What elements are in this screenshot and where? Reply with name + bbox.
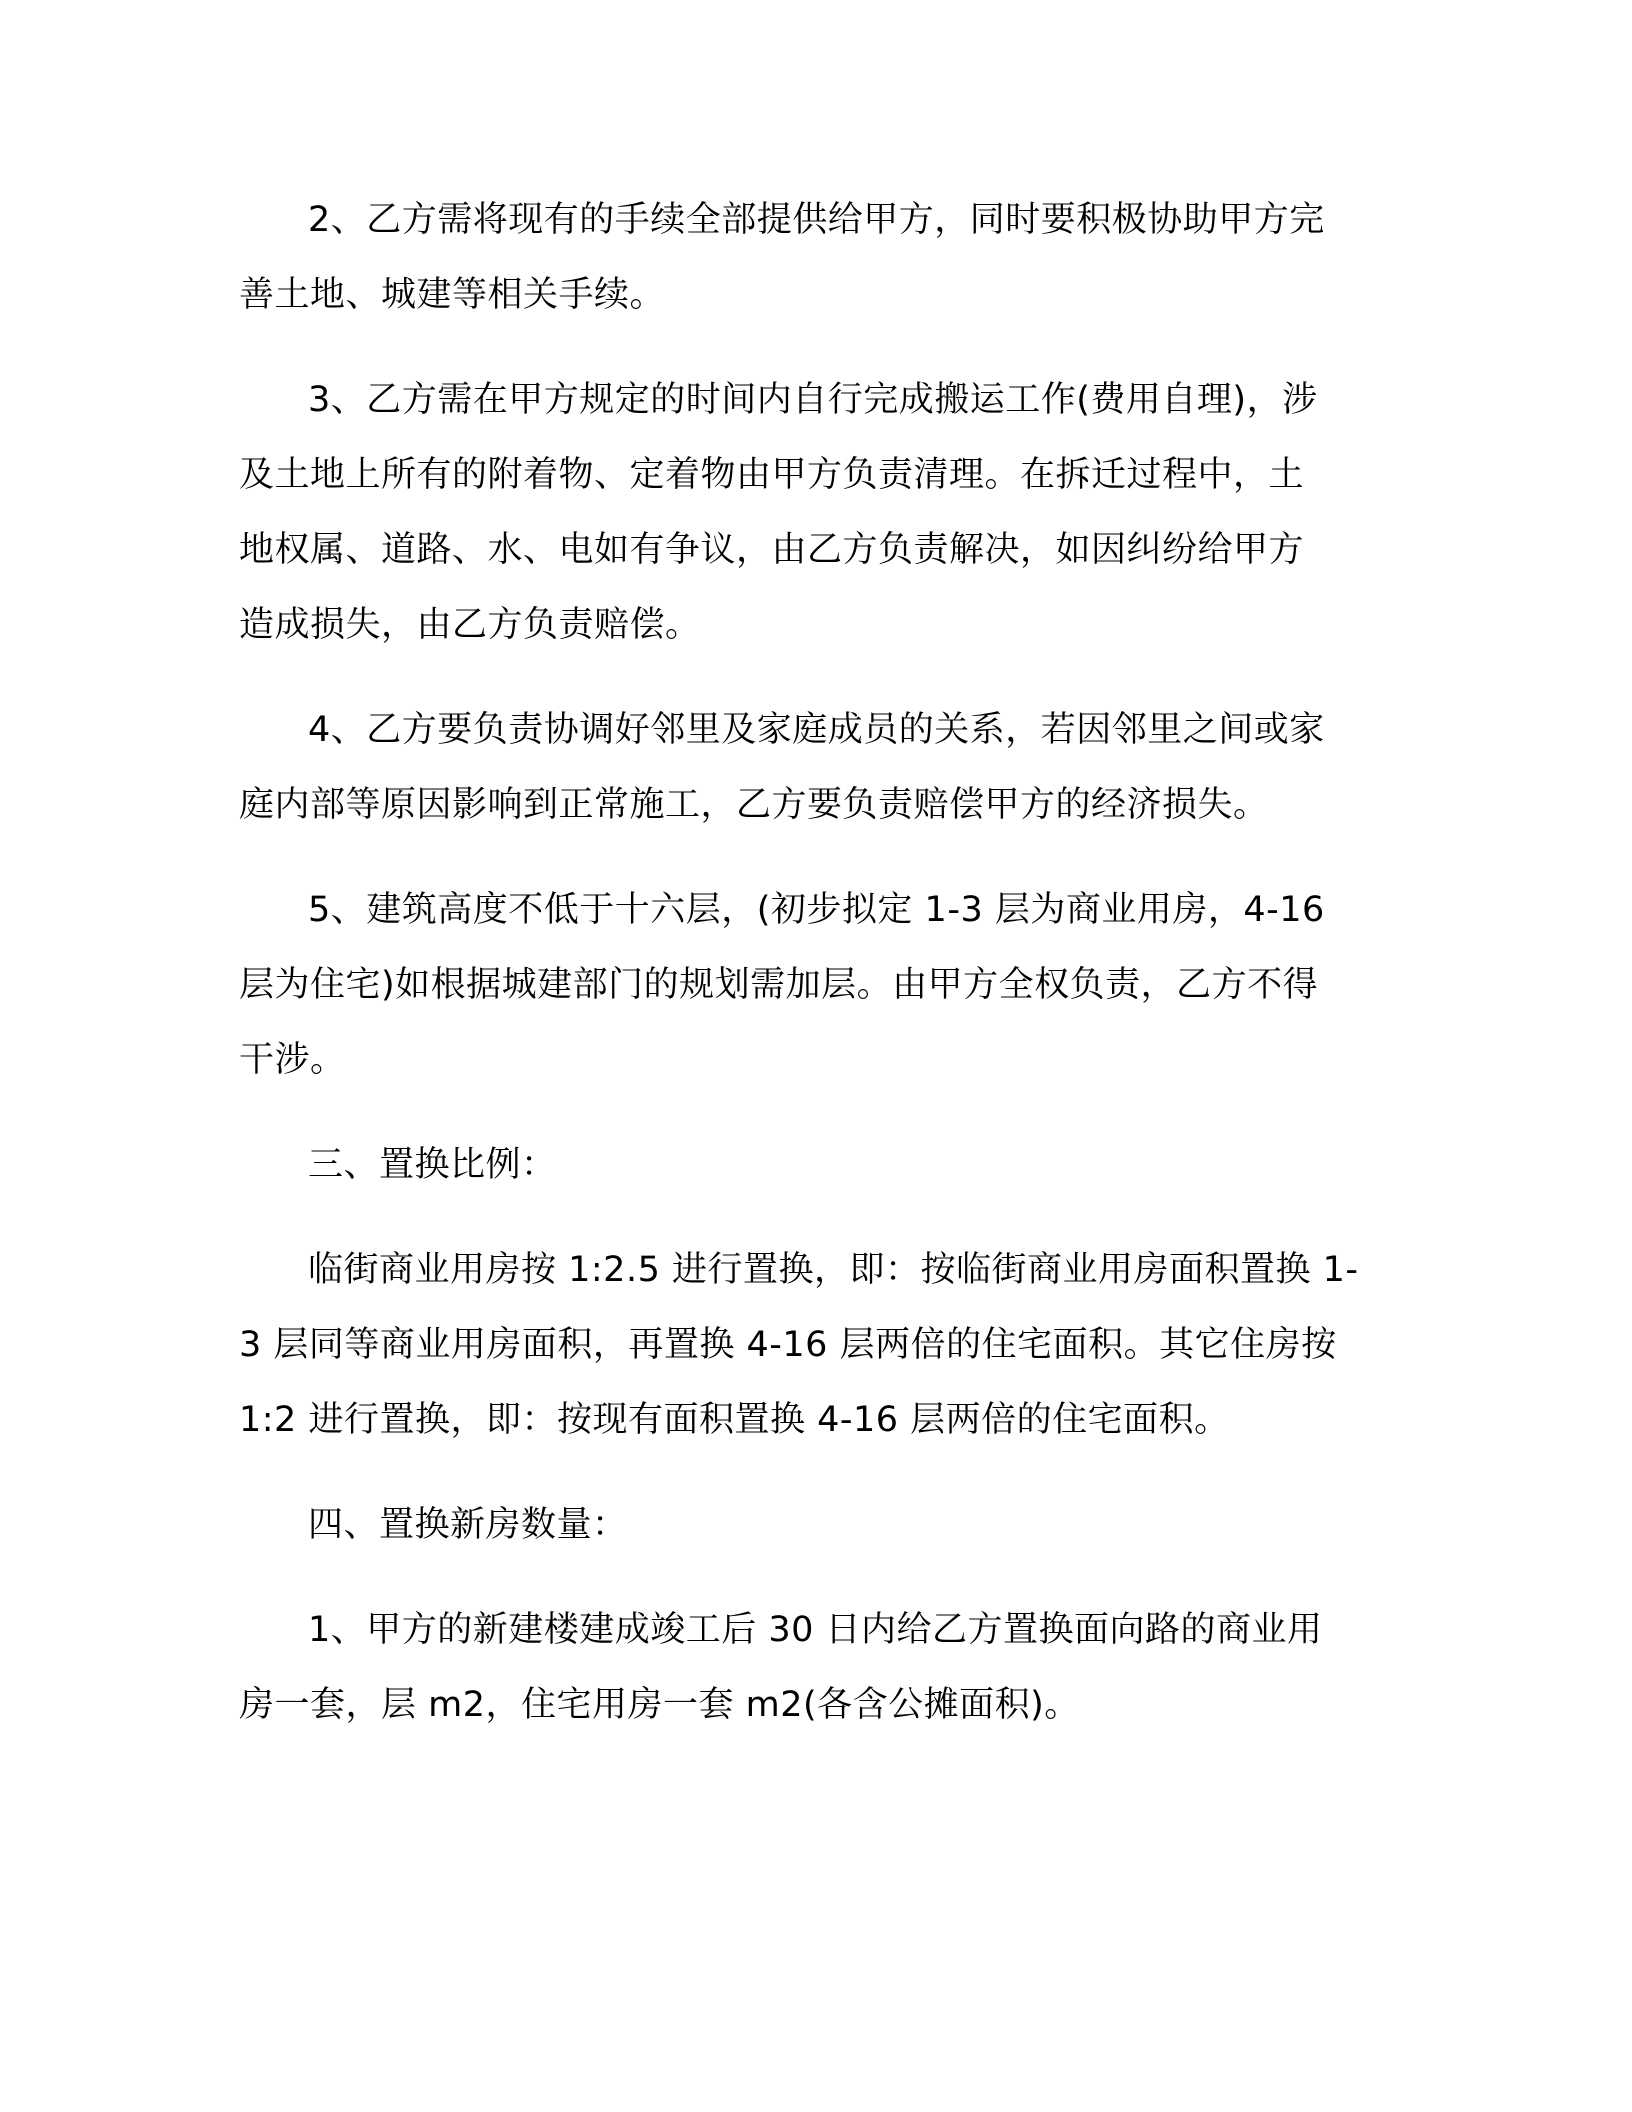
section-4-heading: 四、置换新房数量： [308,1505,628,1545]
clause-3-line-4: 造成损失，由乙方负责赔偿。 [239,605,701,645]
clause-3-line-3: 地权属、道路、水、电如有争议，由乙方负责解决，如因纠纷给甲方 [239,530,1305,570]
clause-3-line-1: 3、乙方需在甲方规定的时间内自行完成搬运工作(费用自理)，涉 [308,380,1318,420]
clause-3-line-2: 及土地上所有的附着物、定着物由甲方负责清理。在拆迁过程中，土 [239,455,1305,495]
section-4-clause-1-line-2: 房一套，层 m2，住宅用房一套 m2(各含公摊面积)。 [239,1685,1080,1725]
clause-5-line-2: 层为住宅)如根据城建部门的规划需加层。由甲方全权负责，乙方不得 [239,965,1319,1005]
section-3-heading: 三、置换比例： [308,1145,557,1185]
ratio-line-1: 临街商业用房按 1:2.5 进行置换，即：按临街商业用房面积置换 1- [308,1250,1359,1290]
ratio-line-2: 3 层同等商业用房面积，再置换 4-16 层两倍的住宅面积。其它住房按 [239,1325,1337,1365]
section-4-clause-1-line-1: 1、甲方的新建楼建成竣工后 30 日内给乙方置换面向路的商业用 [308,1610,1323,1650]
clause-4-line-1: 4、乙方要负责协调好邻里及家庭成员的关系，若因邻里之间或家 [308,710,1325,750]
clause-2-line-1: 2、乙方需将现有的手续全部提供给甲方，同时要积极协助甲方完 [308,200,1325,240]
clause-4-line-2: 庭内部等原因影响到正常施工，乙方要负责赔偿甲方的经济损失。 [239,785,1269,825]
clause-5-line-1: 5、建筑高度不低于十六层，(初步拟定 1-3 层为商业用房，4-16 [308,890,1325,930]
ratio-line-3: 1:2 进行置换，即：按现有面积置换 4-16 层两倍的住宅面积。 [239,1400,1230,1440]
clause-5-line-3: 干涉。 [239,1040,346,1080]
clause-2-line-2: 善土地、城建等相关手续。 [239,275,666,315]
